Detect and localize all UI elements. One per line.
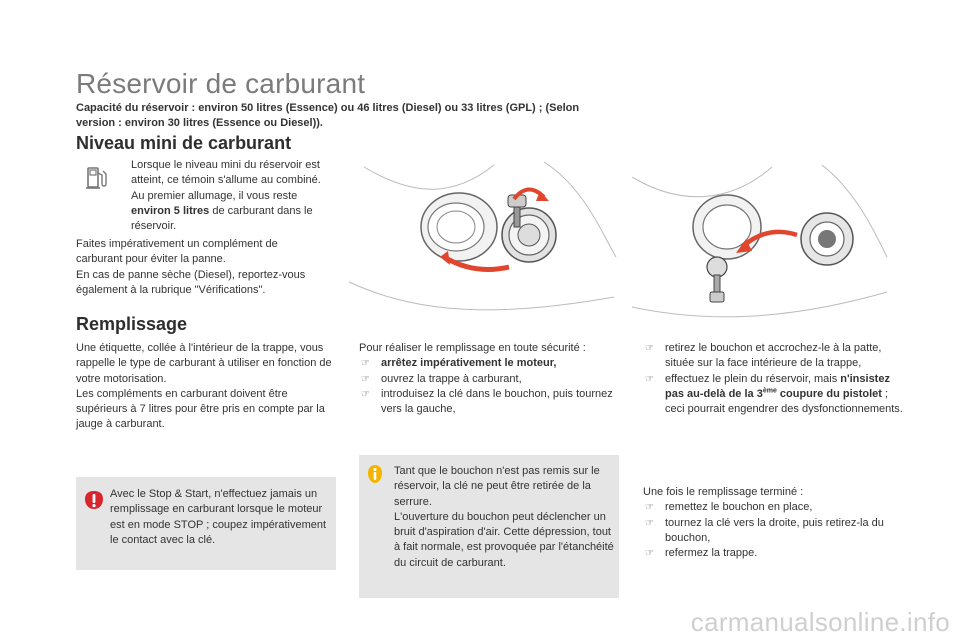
remplissage-body <box>76 341 334 433</box>
key-icon <box>707 257 727 302</box>
fuel-cap-hooked-illustration <box>622 157 892 332</box>
refuel-steps <box>643 341 905 417</box>
fuel-flap-open-illustration <box>344 157 619 332</box>
step-item: ☞ ouvrez la trappe à carburant, <box>359 372 621 387</box>
paragraph: L'ouverture du bouchon peut déclencher un bruit d'aspiration d'air. Cette dépression, tout à fait normale, est provoquée par l'étanchéité du circuit de carburant. <box>394 510 614 569</box>
niveau-body <box>76 237 316 298</box>
stop-start-warning-text: Avec le Stop & Start, n'effectuez jamais un remplissage en carburant lorsque le moteur est en mode STOP ; coupez impérativement le contact avec la clé. <box>110 488 327 546</box>
safety-steps <box>359 341 621 417</box>
paragraph: En cas de panne sèche (Diesel), reportez-vous également à la rubrique "Vérifications". <box>76 268 306 296</box>
after-refuel-steps <box>643 485 905 561</box>
info-note-box <box>359 455 619 598</box>
stop-start-warning-box <box>76 477 336 570</box>
page-title: Réservoir de carburant <box>76 68 366 99</box>
step-item: ☞ retirez le bouchon et accrochez-le à la patte, située sur la face intérieure de la trappe, <box>643 341 905 372</box>
info-icon <box>367 465 383 483</box>
fuel-warning-text: Lorsque le niveau mini du réservoir est atteint, ce témoin s'allume au combiné. Au premier allumage, il vous reste environ 5 litres de carburant dans le réservoir. <box>131 159 321 233</box>
fuel-pump-icon <box>86 166 108 190</box>
watermark: carmanualsonline.info <box>690 607 950 637</box>
capacity-text: Capacité du réservoir : environ 50 litres (Essence) ou 46 litres (Diesel) ou 33 litres (GPL) ; (Selon version : environ 30 litres (Essence ou Diesel)). <box>76 102 580 129</box>
paragraph: Tant que le bouchon n'est pas remis sur le réservoir, la clé ne peut être retirée de la serrure. <box>394 465 600 508</box>
heading-remplissage: Remplissage <box>76 314 188 334</box>
step-item: ☞ refermez la trappe. <box>643 546 905 561</box>
paragraph: Les compléments en carburant doivent être supérieurs à 7 litres pour être pris en compte par la jauge à carburant. <box>76 387 325 431</box>
warning-exclamation-icon <box>84 490 104 510</box>
step-item: ☞ remettez le bouchon en place, <box>643 500 905 515</box>
step-item: ☞ introduisez la clé dans le bouchon, puis tournez vers la gauche, <box>359 387 621 418</box>
info-note-text <box>394 464 614 571</box>
steps-intro: Pour réaliser le remplissage en toute sécurité : <box>359 342 586 354</box>
step-item: ☞ arrêtez impérativement le moteur, <box>359 356 621 371</box>
fuel-filler-neck <box>801 213 853 265</box>
fuel-flap <box>421 193 497 261</box>
paragraph: Faites impérativement un complément de carburant pour éviter la panne. <box>76 238 278 266</box>
after-intro: Une fois le remplissage terminé : <box>643 486 804 498</box>
paragraph: Une étiquette, collée à l'intérieur de la trappe, vous rappelle le type de carburant à utiliser en fonction de votre motorisation. <box>76 342 332 385</box>
step-item: ☞ effectuez le plein du réservoir, mais n'insistez pas au-delà de la 3ème coupure du pistolet ; ceci pourrait engendrer des dysfonctionnements. <box>643 372 905 418</box>
step-item: ☞ tournez la clé vers la droite, puis retirez-la du bouchon, <box>643 516 905 547</box>
fuel-cap <box>502 208 556 262</box>
heading-niveau-mini: Niveau mini de carburant <box>76 133 292 153</box>
